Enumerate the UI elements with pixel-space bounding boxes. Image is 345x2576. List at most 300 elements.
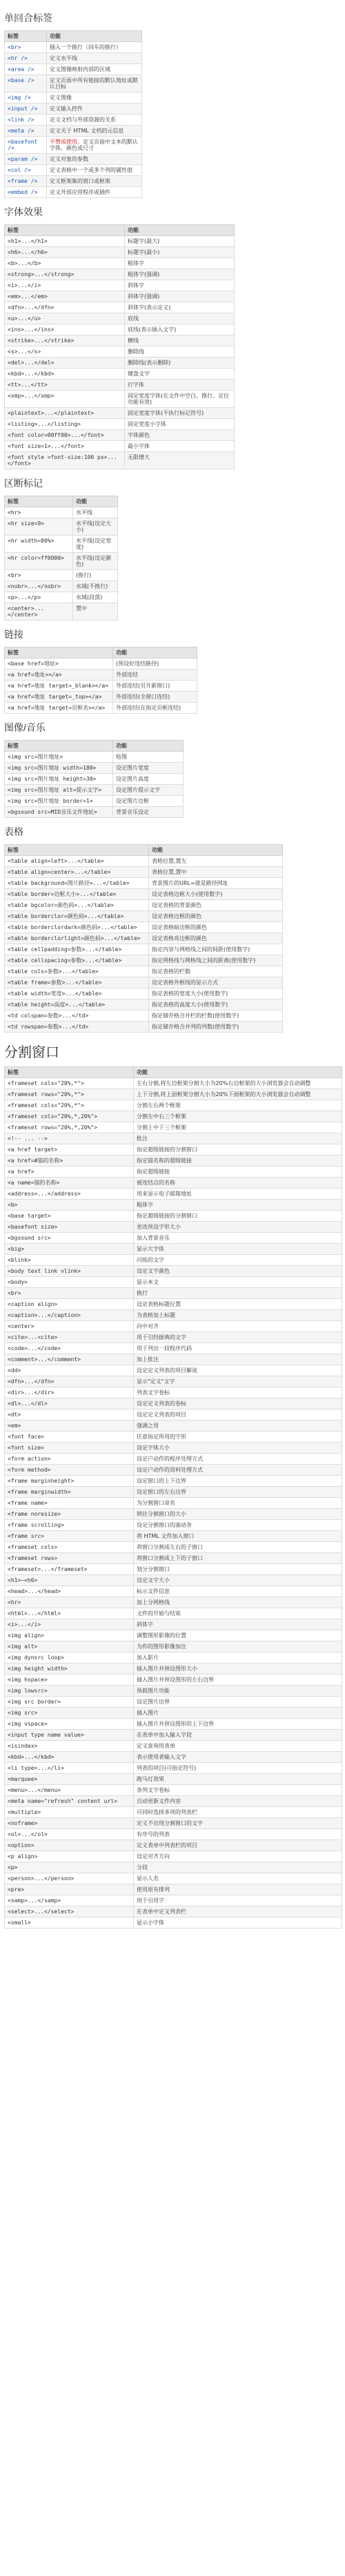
table-row — [5, 165, 142, 176]
table-row — [5, 441, 235, 452]
table-row — [5, 1354, 342, 1365]
function-cell: 将窗口分割成左右的子窗口 — [134, 1542, 342, 1553]
column-header: 标签 — [5, 225, 125, 236]
table-row — [5, 988, 283, 999]
function-cell: 定义文档与外部资源的关系 — [47, 115, 142, 126]
function-cell: 水平线(设定宽度) — [73, 536, 118, 553]
function-cell: 定义页面中所有链接的默认地址或默认目标 — [47, 75, 142, 92]
table-row — [5, 1432, 342, 1443]
tag-cell: <dfn>...</dfn> — [5, 302, 125, 313]
function-cell: 划分分割窗口 — [134, 1564, 342, 1575]
tag-cell: <em>...</em> — [5, 291, 125, 302]
table-row — [5, 1807, 342, 1818]
table-row — [5, 1089, 342, 1100]
tag-cell: <img dynsrc loop> — [5, 1652, 134, 1663]
tag-cell: <frame src> — [5, 1531, 134, 1542]
tag-cell: <frame noresize> — [5, 1509, 134, 1520]
function-cell: 底线 — [125, 313, 235, 324]
function-cell: 外部连结(另开新窗口) — [113, 681, 197, 692]
table-row — [5, 1200, 342, 1211]
function-cell: 锁住分割窗口的大小 — [134, 1509, 342, 1520]
column-header: 标签 — [5, 647, 113, 658]
tag-cell: <noframe> — [5, 1818, 134, 1829]
table-row — [5, 347, 235, 358]
column-header: 标签 — [5, 741, 113, 752]
function-cell: 指定储存格合并栏的栏数(使用数字) — [149, 1011, 283, 1022]
table-row — [5, 966, 283, 977]
tag-cell: <isindex> — [5, 1741, 134, 1752]
table-row — [5, 1796, 342, 1807]
tag-cell: <table background=图片路径>...</table> — [5, 878, 149, 889]
table-row — [5, 380, 235, 391]
table-row — [5, 977, 283, 988]
table-row — [5, 1586, 342, 1597]
table-row — [5, 176, 142, 187]
table-row — [5, 53, 142, 64]
tag-cell: <font style =font-size:100 px>...</font> — [5, 452, 125, 469]
table-row — [5, 1222, 342, 1233]
tag-cell: <a name=锚的名称> — [5, 1178, 134, 1189]
table-row — [5, 1122, 342, 1133]
table-row — [5, 603, 118, 621]
function-cell: 加入背景音乐 — [134, 1233, 342, 1244]
tag-cell: <dt> — [5, 1409, 134, 1421]
table-row — [5, 763, 184, 774]
section-title: 单回合标签 — [4, 12, 52, 23]
table-row — [5, 1818, 342, 1829]
tag-cell: <center>...</center> — [5, 603, 73, 621]
table-row — [5, 807, 184, 818]
table-row — [5, 1443, 342, 1454]
table-row — [5, 900, 283, 911]
tag-cell: <frameset>...</frameset> — [5, 1564, 134, 1575]
function-cell: 删除线(表示删除) — [125, 358, 235, 369]
tag-cell: <frame scrolling> — [5, 1520, 134, 1531]
function-cell: 表格位置,置中 — [149, 867, 283, 878]
tag-cell: <person>...</person> — [5, 1873, 134, 1884]
table-row — [5, 1785, 342, 1796]
table-row — [5, 1167, 342, 1178]
table-row — [5, 1078, 342, 1089]
table-row — [5, 911, 283, 922]
table-row — [5, 1873, 342, 1884]
table-row — [5, 1918, 342, 1929]
table-row — [5, 75, 142, 92]
tag-cell: <dfn>...</dfn> — [5, 1376, 134, 1387]
function-cell: 加上批注 — [134, 1354, 342, 1365]
tag-cell: <frameset cols="20%,*,20%"> — [5, 1111, 134, 1122]
table-row — [5, 1189, 342, 1200]
column-header: 标签 — [5, 845, 149, 856]
tag-cell: <table height=高度>...</table> — [5, 999, 149, 1011]
tag-cell: <td colspan=参数>...</td> — [5, 1011, 149, 1022]
tag-cell: <hr /> — [5, 53, 47, 64]
section-title: 字体效果 — [4, 206, 43, 217]
function-cell: 外部连结 — [113, 670, 197, 681]
function-cell: 可同时选择多项的列表栏 — [134, 1807, 342, 1818]
table-row — [5, 64, 142, 75]
function-cell: 粗体字(强调) — [125, 269, 235, 280]
table-row — [5, 1906, 342, 1918]
table-row — [5, 999, 283, 1011]
table-row — [5, 1752, 342, 1763]
column-header: 功能 — [73, 496, 118, 507]
tag-cell: <base /> — [5, 75, 47, 92]
tag-cell: <body> — [5, 1277, 134, 1288]
function-cell: 定义关于 HTML 文档的元信息 — [47, 126, 142, 137]
tag-cell: <frameset rows> — [5, 1553, 134, 1564]
table-row — [5, 1719, 342, 1730]
tag-cell: <input /> — [5, 104, 47, 115]
table-row — [5, 1244, 342, 1255]
column-header: 标签 — [5, 1067, 134, 1078]
table-row — [5, 291, 235, 302]
table-row — [5, 1895, 342, 1906]
column-header: 功能 — [113, 647, 197, 658]
table-row — [5, 955, 283, 966]
function-cell: 设定图片边框 — [113, 796, 184, 807]
function-cell: 粗体字 — [125, 258, 235, 269]
table-row — [5, 592, 118, 603]
section-title: 表格 — [4, 826, 23, 837]
table-row — [5, 137, 142, 154]
function-cell: 定义外部应用程序或插件 — [47, 187, 142, 198]
function-cell: 指定锚名称的超级链接 — [134, 1155, 342, 1167]
section-title: 区断标记 — [4, 478, 43, 489]
function-cell: 换行 — [134, 1288, 342, 1299]
tag-cell: <table borderclor=颜色码>...</table> — [5, 911, 149, 922]
function-cell: 设定图片宽度 — [113, 763, 184, 774]
function-cell: 指定表格的栏数 — [149, 966, 283, 977]
function-cell: 斜体字(强调) — [125, 291, 235, 302]
table-row — [5, 1255, 342, 1266]
function-cell: 删除线 — [125, 347, 235, 358]
function-cell: 任意指定所用的字形 — [134, 1432, 342, 1443]
table-row — [5, 391, 235, 408]
tag-cell: <param /> — [5, 154, 47, 165]
tag-cell: <img align> — [5, 1630, 134, 1641]
tag-cell: <em> — [5, 1421, 134, 1432]
tag-cell: <multiple> — [5, 1807, 134, 1818]
tag-cell: <br> — [5, 42, 47, 53]
tag-cell: <table cols=参数>...</table> — [5, 966, 149, 977]
function-cell: 批注 — [134, 1133, 342, 1144]
function-cell: 水域(段落) — [73, 592, 118, 603]
function-cell: 设定定义列表的卷标 — [134, 1398, 342, 1409]
column-header: 功能 — [47, 31, 142, 42]
function-cell: 表格位置,置左 — [149, 856, 283, 867]
function-cell: 水平线(设定大小) — [73, 518, 118, 536]
function-cell: 调整图形影像的位置 — [134, 1630, 342, 1641]
tag-cell: <p align> — [5, 1851, 134, 1862]
tag-cell: <form action> — [5, 1454, 134, 1465]
function-cell: 指定网格线与网格线之间的距离(使用数字) — [149, 955, 283, 966]
function-cell: 有序号的列表 — [134, 1829, 342, 1840]
table-row — [5, 1299, 342, 1310]
function-cell: 固定宽度小字体 — [125, 419, 235, 430]
function-cell: 上下分割,将上面框架分割大小为20%下面框架的大小浏览器会自动调整 — [134, 1089, 342, 1100]
column-header: 功能 — [125, 225, 235, 236]
table-row — [5, 1178, 342, 1189]
tag-cell: <u>...</u> — [5, 313, 125, 324]
table-row — [5, 1398, 342, 1409]
tag-cell: <area /> — [5, 64, 47, 75]
function-cell: 设定窗口的左右边界 — [134, 1487, 342, 1498]
table-row — [5, 570, 118, 581]
tag-cell: <comment>...</comment> — [5, 1354, 134, 1365]
table-header-row — [5, 741, 184, 752]
tag-cell: <table width=宽度>...</table> — [5, 988, 149, 999]
tag-cell: <frame marginheight> — [5, 1476, 134, 1487]
table-row — [5, 92, 142, 104]
table-row — [5, 785, 184, 796]
function-cell — [47, 137, 142, 154]
tag-cell: <table align=left>...</table> — [5, 856, 149, 867]
tag-cell: <frame /> — [5, 176, 47, 187]
function-cell: 插入图片并预设图形大小 — [134, 1663, 342, 1675]
tag-cell: <frameset cols> — [5, 1542, 134, 1553]
tag-cell: <base href=地址> — [5, 658, 113, 670]
tag-cell: <code>...</code> — [5, 1343, 134, 1354]
function-cell: 加入影片 — [134, 1652, 342, 1663]
tag-cell: <samp>...</samp> — [5, 1895, 134, 1906]
function-cell: 外部连结(全窗口连结) — [113, 692, 197, 703]
table-row — [5, 1421, 342, 1432]
function-cell: 设定表格标题位置 — [134, 1299, 342, 1310]
tag-cell: <hr size=9> — [5, 518, 73, 536]
tag-cell: <img src=图片地址 width=180> — [5, 763, 113, 774]
tag-cell: <a href=地址 target=页框名></a> — [5, 703, 113, 714]
table-frames — [4, 1066, 342, 1929]
function-cell: 为表格加上标题 — [134, 1310, 342, 1321]
table-row — [5, 1288, 342, 1299]
table-tables — [4, 844, 283, 1033]
function-cell: 强调之用 — [134, 1421, 342, 1432]
function-cell: 水平线 — [73, 507, 118, 518]
function-text: 定义页面中文本的默认字体、颜色或尺寸 — [50, 139, 138, 151]
function-cell: 定义查询用表单 — [134, 1741, 342, 1752]
tag-cell: <img /> — [5, 92, 47, 104]
tag-cell: <a href> — [5, 1167, 134, 1178]
tag-cell: <frameset cols="20%,*"> — [5, 1078, 134, 1089]
table-row — [5, 1144, 342, 1155]
table-row — [5, 1851, 342, 1862]
function-cell: 分段 — [134, 1862, 342, 1873]
table-row — [5, 1343, 342, 1354]
tag-cell: <img src=图片地址 alt=提示文字> — [5, 785, 113, 796]
table-row — [5, 681, 197, 692]
table-row — [5, 1498, 342, 1509]
function-cell: 跑马灯效果 — [134, 1774, 342, 1785]
tag-cell: <frame name> — [5, 1498, 134, 1509]
table-row — [5, 1575, 342, 1586]
tag-cell: <bgsound src> — [5, 1233, 134, 1244]
table-row — [5, 889, 283, 900]
function-cell: 分割左中右三个框架 — [134, 1111, 342, 1122]
function-cell: 斜体字(表示定义) — [125, 302, 235, 313]
table-row — [5, 1133, 342, 1144]
table-row — [5, 867, 283, 878]
function-cell: 指定表格的高度大小(使用数字) — [149, 999, 283, 1011]
function-cell: 在表单中定义列表栏 — [134, 1906, 342, 1918]
tag-cell: <img src> — [5, 1708, 134, 1719]
table-row — [5, 115, 142, 126]
tag-cell: <center> — [5, 1321, 134, 1332]
table-row — [5, 154, 142, 165]
table-row — [5, 187, 142, 198]
table-row — [5, 1829, 342, 1840]
table-header-row — [5, 225, 235, 236]
table-row — [5, 856, 283, 867]
function-cell: 条列文字卷标 — [134, 1785, 342, 1796]
table-header-row — [5, 1067, 342, 1078]
tag-cell: <a href=#锚的名称> — [5, 1155, 134, 1167]
table-row — [5, 42, 142, 53]
table-row — [5, 126, 142, 137]
table-row — [5, 1476, 342, 1487]
table-row — [5, 670, 197, 681]
tag-cell: <h6>...</h6> — [5, 247, 125, 258]
tag-cell: <dd> — [5, 1365, 134, 1376]
function-cell: 设定表格边框大小(使用数字) — [149, 889, 283, 900]
tag-cell: <basefont /> — [5, 137, 47, 154]
function-cell: 插入一个换行（回车的换行） — [47, 42, 142, 53]
table-row — [5, 1487, 342, 1498]
function-cell: 标题字(最小) — [125, 247, 235, 258]
tag-cell: <img vspace> — [5, 1719, 134, 1730]
function-cell: 设定表格外框线的显示方式 — [149, 977, 283, 988]
table-row — [5, 1730, 342, 1741]
function-cell: 设定文字颜色 — [134, 1266, 342, 1277]
tag-cell: <menu>...</menu> — [5, 1785, 134, 1796]
tag-cell: <frameset rows="20%,*,20%"> — [5, 1122, 134, 1133]
tag-cell: <meta name="refresh" content url> — [5, 1796, 134, 1807]
function-cell: 显示本文 — [134, 1277, 342, 1288]
table-row — [5, 1520, 342, 1531]
function-cell: 设定户动作的程序处理方式 — [134, 1454, 342, 1465]
function-cell: 被连结点的名称 — [134, 1178, 342, 1189]
function-cell: 最小字体 — [125, 441, 235, 452]
table-row — [5, 1022, 283, 1033]
function-cell: 用于列出一段程序代码 — [134, 1343, 342, 1354]
section-title: 分割窗口 — [4, 1045, 59, 1060]
function-cell: 固定宽度字体(在文件中空白、换行、定位功能有效) — [125, 391, 235, 408]
tag-cell: <img src=图片地址 border=1> — [5, 796, 113, 807]
tag-cell: <font size=1>...</font> — [5, 441, 125, 452]
function-cell: 设定图片边界 — [134, 1697, 342, 1708]
column-header: 标签 — [5, 31, 47, 42]
function-cell: 定义图像映射内部的区域 — [47, 64, 142, 75]
function-cell: 设定定义列表的项目 — [134, 1409, 342, 1421]
table-row — [5, 1686, 342, 1697]
table-row — [5, 1454, 342, 1465]
tag-cell: <body text link vlink> — [5, 1266, 134, 1277]
tag-cell: <hr> — [5, 507, 73, 518]
table-row — [5, 1509, 342, 1520]
function-cell: 插入图片并预设图形的上下边界 — [134, 1719, 342, 1730]
table-row — [5, 1884, 342, 1895]
tag-cell: <meta /> — [5, 126, 47, 137]
table-row — [5, 1774, 342, 1785]
function-cell: 显示人名 — [134, 1873, 342, 1884]
function-cell: 定义不出现分割窗口的文字 — [134, 1818, 342, 1829]
function-cell: 设定户动作的资料处理方式 — [134, 1465, 342, 1476]
function-cell: 预载图片功能 — [134, 1686, 342, 1697]
tag-cell: <table border=边框大小>...</table> — [5, 889, 149, 900]
function-cell: 贴图 — [113, 752, 184, 763]
table-row — [5, 1542, 342, 1553]
tag-cell: <frameset rows="20%,*"> — [5, 1089, 134, 1100]
table-row — [5, 1697, 342, 1708]
function-cell: 指定超级链接的分割窗口 — [134, 1211, 342, 1222]
tag-cell: <h1>...</h1> — [5, 236, 125, 247]
function-cell: 在表单中加入输入字段 — [134, 1730, 342, 1741]
table-row — [5, 796, 184, 807]
function-cell: 键盘文字 — [125, 369, 235, 380]
tag-cell: <li type>...</li> — [5, 1763, 134, 1774]
tag-cell: <blink> — [5, 1255, 134, 1266]
function-cell: 表示使用者输入文字 — [134, 1752, 342, 1763]
function-cell: 使用原有排列 — [134, 1884, 342, 1895]
table-row — [5, 1840, 342, 1851]
function-cell: 为你的图形影像加注 — [134, 1641, 342, 1652]
table-row — [5, 878, 283, 889]
table-row — [5, 1376, 342, 1387]
tag-cell: <small> — [5, 1918, 134, 1929]
table-row — [5, 1233, 342, 1244]
section-title: 图像/音乐 — [4, 722, 46, 733]
function-cell: 设定表格亮边框的颜色 — [149, 933, 283, 944]
tag-cell: <frameset cols="20%,*"> — [5, 1100, 134, 1111]
table-row — [5, 452, 235, 469]
function-cell: 设定字体大小 — [134, 1443, 342, 1454]
table-row — [5, 1409, 342, 1421]
tag-cell: <table cellpadding=参数>...</table> — [5, 944, 149, 955]
tag-cell: <s>...</s> — [5, 347, 125, 358]
tag-cell: <h1>~<h6> — [5, 1575, 134, 1586]
function-cell: 分割上中下三个框架 — [134, 1122, 342, 1133]
table-row — [5, 280, 235, 291]
tag-cell: <html>...</html> — [5, 1608, 134, 1619]
tag-cell: <img hspace> — [5, 1675, 134, 1686]
function-cell: 定义表格中一个或多个列的属性值 — [47, 165, 142, 176]
function-cell: 用于引用字 — [134, 1895, 342, 1906]
table-row — [5, 1608, 342, 1619]
column-header: 功能 — [134, 1067, 342, 1078]
table-row — [5, 1155, 342, 1167]
table-row — [5, 1641, 342, 1652]
table-row — [5, 369, 235, 380]
table-row — [5, 933, 283, 944]
column-header: 功能 — [113, 741, 184, 752]
function-cell: 定义表单中列表栏的项目 — [134, 1840, 342, 1851]
tag-cell: <address>...</address> — [5, 1189, 134, 1200]
table-row — [5, 1741, 342, 1752]
tag-cell: <br> — [5, 570, 73, 581]
table-row — [5, 752, 184, 763]
table-row — [5, 922, 283, 933]
tag-cell: <a href target> — [5, 1144, 134, 1155]
tag-cell: <table align=center>...</table> — [5, 867, 149, 878]
table-row — [5, 692, 197, 703]
function-cell: 指定内容与网格线之间的间距(使用数字) — [149, 944, 283, 955]
tag-cell: <table frame=参数>...</table> — [5, 977, 149, 988]
table-row — [5, 1553, 342, 1564]
table-row — [5, 1111, 342, 1122]
table-row — [5, 302, 235, 313]
function-cell: 插入图片并预设图形的左右边界 — [134, 1675, 342, 1686]
table-header-row — [5, 647, 197, 658]
